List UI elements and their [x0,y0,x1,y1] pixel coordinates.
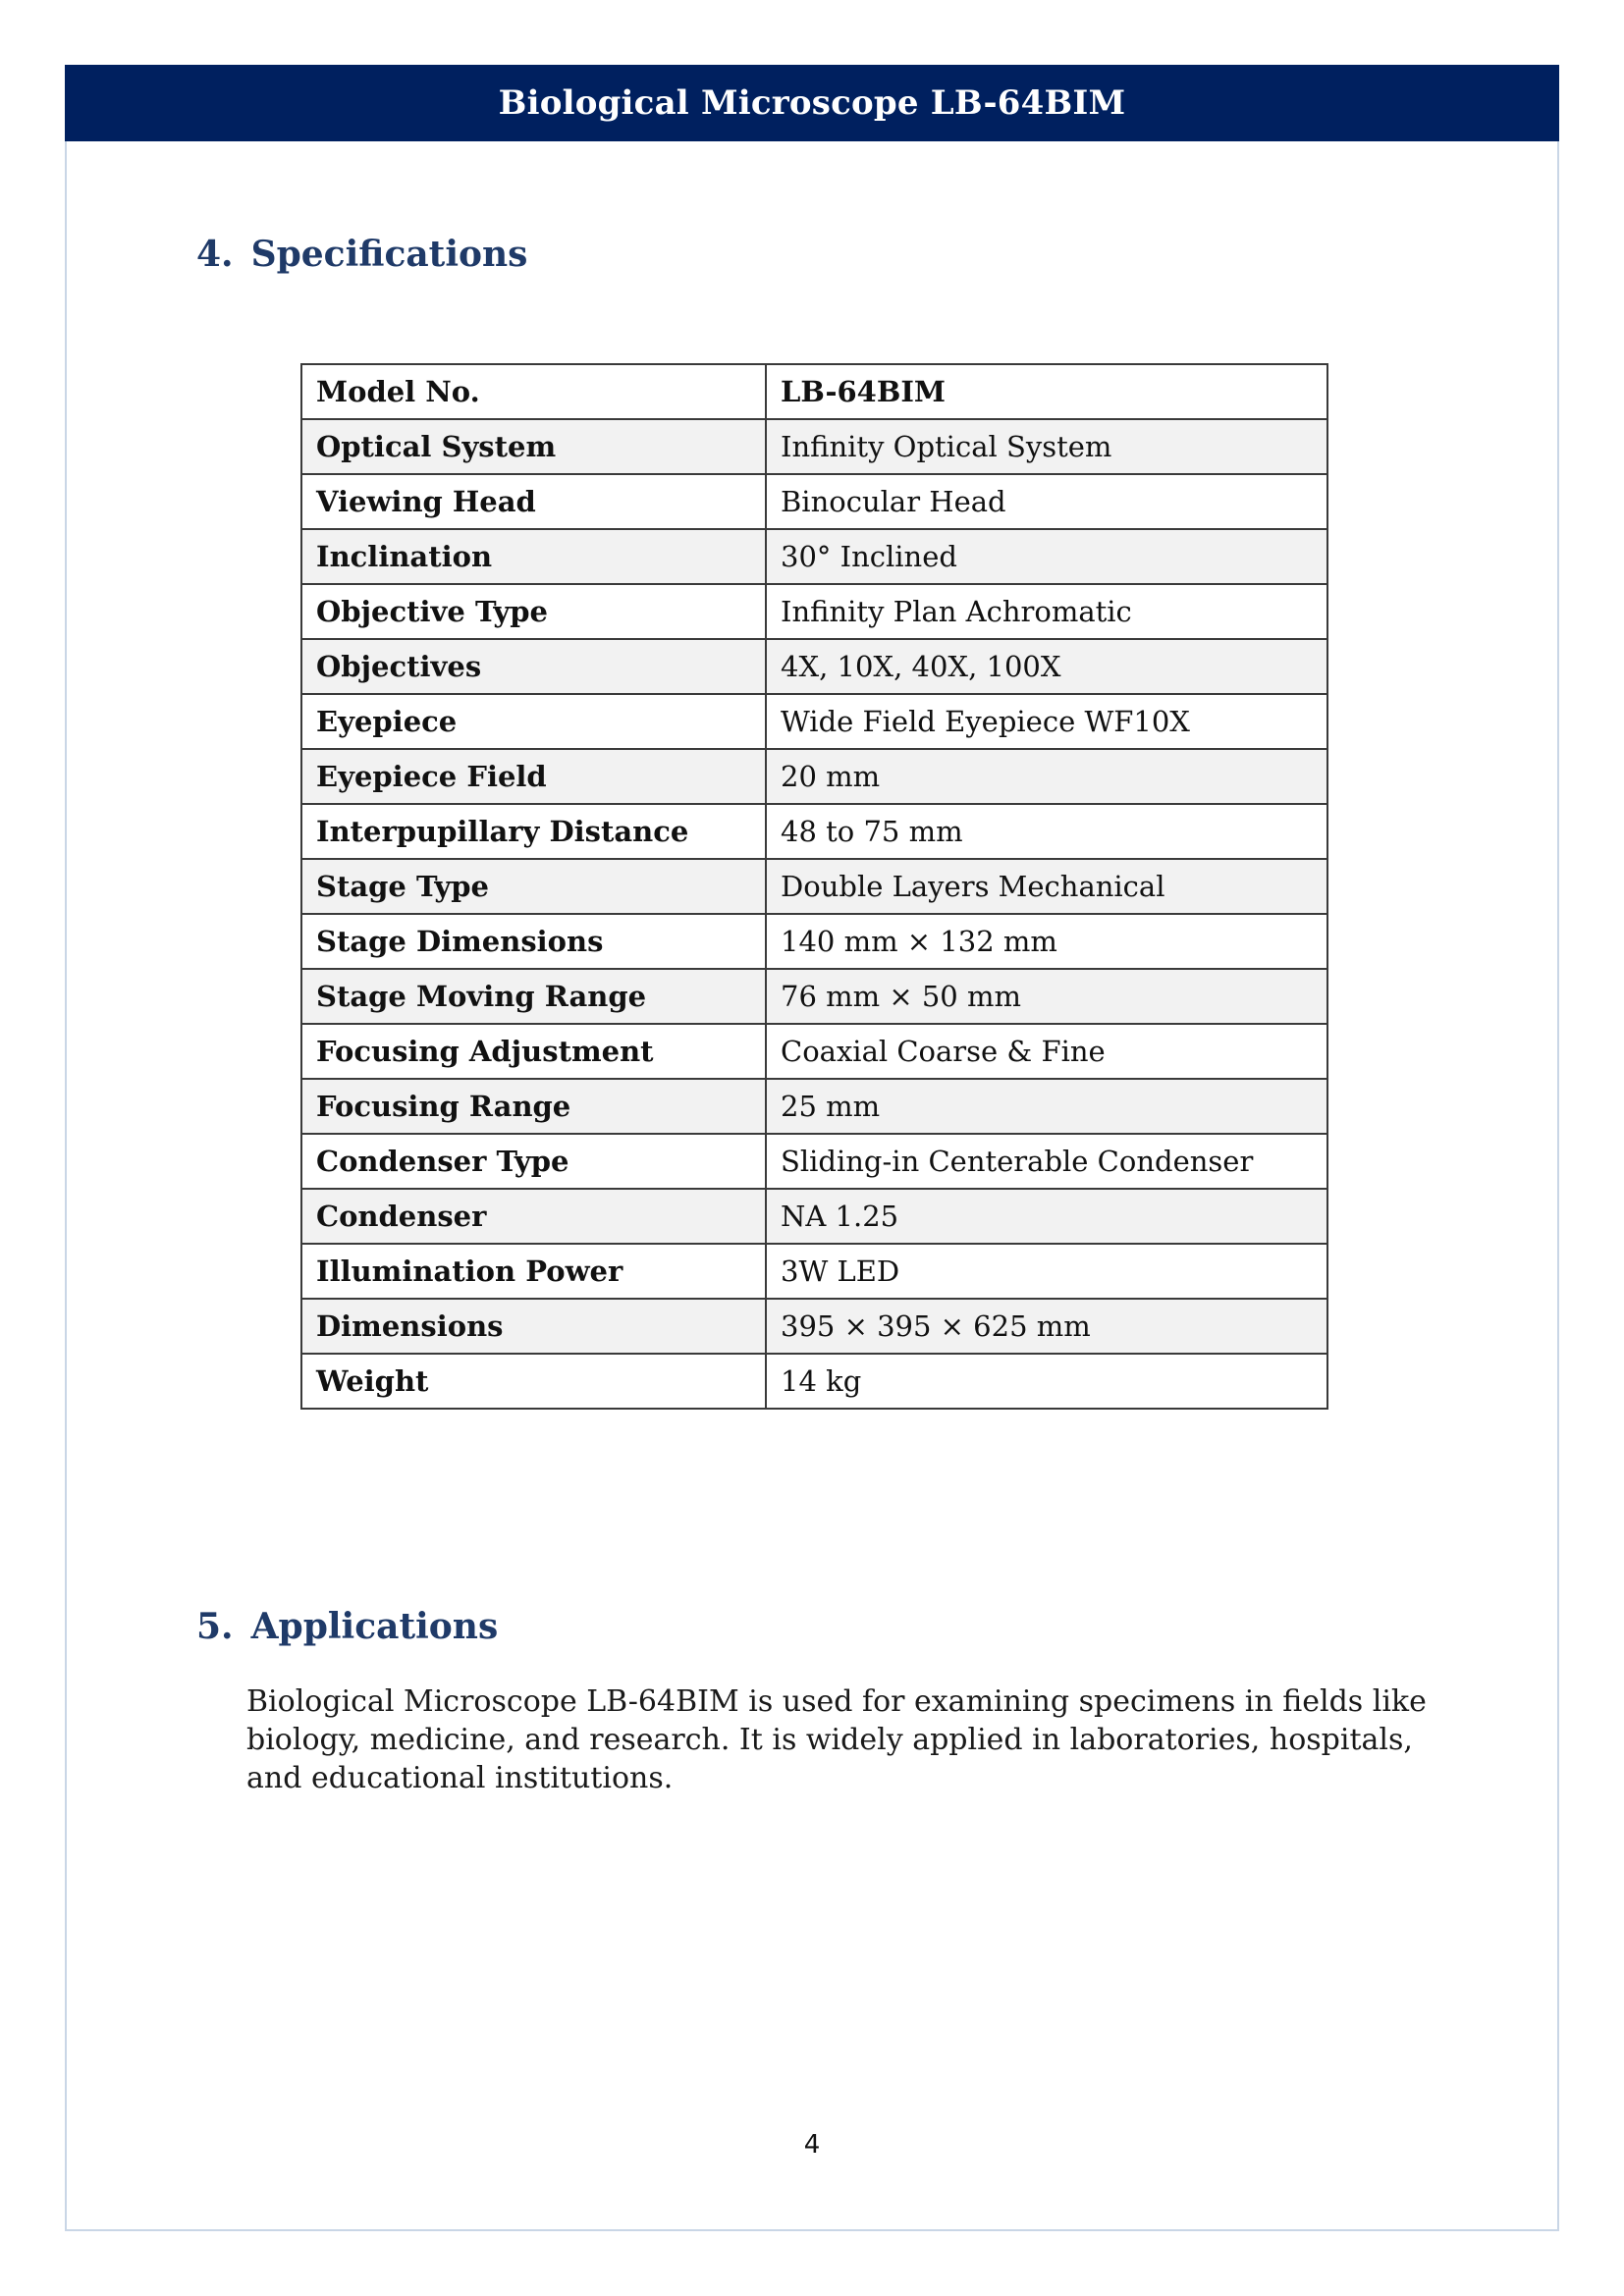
spec-row [301,1354,1327,1409]
spec-label: Interpupillary Distance [301,804,766,859]
spec-row [301,969,1327,1024]
spec-row [301,474,1327,529]
applications-heading [196,1606,498,1647]
spec-row [301,859,1327,914]
specifications-table [300,363,1328,1410]
spec-row [301,584,1327,639]
spec-label: Optical System [301,419,766,474]
applications-title: Applications [250,1606,499,1647]
spec-row [301,804,1327,859]
spec-value: 25 mm [766,1079,1327,1134]
spec-row [301,639,1327,694]
spec-value: 48 to 75 mm [766,804,1327,859]
spec-label: Eyepiece Field [301,749,766,804]
spec-value: Sliding-in Centerable Condenser [766,1134,1327,1189]
spec-label: Inclination [301,529,766,584]
spec-row [301,1244,1327,1299]
header-title: Biological Microscope LB-64BIM [498,83,1126,123]
spec-value: 14 kg [766,1354,1327,1409]
spec-value: Binocular Head [766,474,1327,529]
spec-value: 20 mm [766,749,1327,804]
spec-label: Objective Type [301,584,766,639]
spec-value: Wide Field Eyepiece WF10X [766,694,1327,749]
spec-row [301,749,1327,804]
spec-value: LB-64BIM [766,364,1327,419]
spec-label: Condenser [301,1189,766,1244]
applications-number: 5. [196,1606,234,1647]
spec-label: Viewing Head [301,474,766,529]
spec-value: 4X, 10X, 40X, 100X [766,639,1327,694]
spec-row [301,1134,1327,1189]
specifications-number: 4. [196,234,234,275]
spec-row [301,529,1327,584]
spec-value: NA 1.25 [766,1189,1327,1244]
spec-row [301,914,1327,969]
spec-value: Coaxial Coarse & Fine [766,1024,1327,1079]
spec-value: 395 × 395 × 625 mm [766,1299,1327,1354]
specifications-title: Specifications [250,234,528,275]
header-bar [65,65,1559,141]
spec-value: 140 mm × 132 mm [766,914,1327,969]
spec-value: Infinity Optical System [766,419,1327,474]
page-number: 4 [803,2130,821,2160]
spec-row [301,1024,1327,1079]
spec-row [301,1299,1327,1354]
spec-row [301,364,1327,419]
specifications-heading [196,234,527,275]
spec-row [301,419,1327,474]
spec-label: Model No. [301,364,766,419]
spec-label: Stage Type [301,859,766,914]
applications-paragraph: Biological Microscope LB-64BIM is used for examining specimens in fields like biology, medicine, and research. It is widely applied in laboratories, hospitals, and educational institutions. [246,1684,1427,1795]
spec-value: 76 mm × 50 mm [766,969,1327,1024]
spec-value: Infinity Plan Achromatic [766,584,1327,639]
spec-label: Stage Moving Range [301,969,766,1024]
spec-label: Condenser Type [301,1134,766,1189]
spec-value: 30° Inclined [766,529,1327,584]
spec-value: Double Layers Mechanical [766,859,1327,914]
spec-label: Illumination Power [301,1244,766,1299]
spec-row [301,694,1327,749]
spec-value: 3W LED [766,1244,1327,1299]
spec-label: Objectives [301,639,766,694]
spec-label: Focusing Adjustment [301,1024,766,1079]
spec-label: Dimensions [301,1299,766,1354]
spec-label: Stage Dimensions [301,914,766,969]
spec-row [301,1079,1327,1134]
spec-label: Eyepiece [301,694,766,749]
spec-label: Focusing Range [301,1079,766,1134]
spec-label: Weight [301,1354,766,1409]
spec-row [301,1189,1327,1244]
